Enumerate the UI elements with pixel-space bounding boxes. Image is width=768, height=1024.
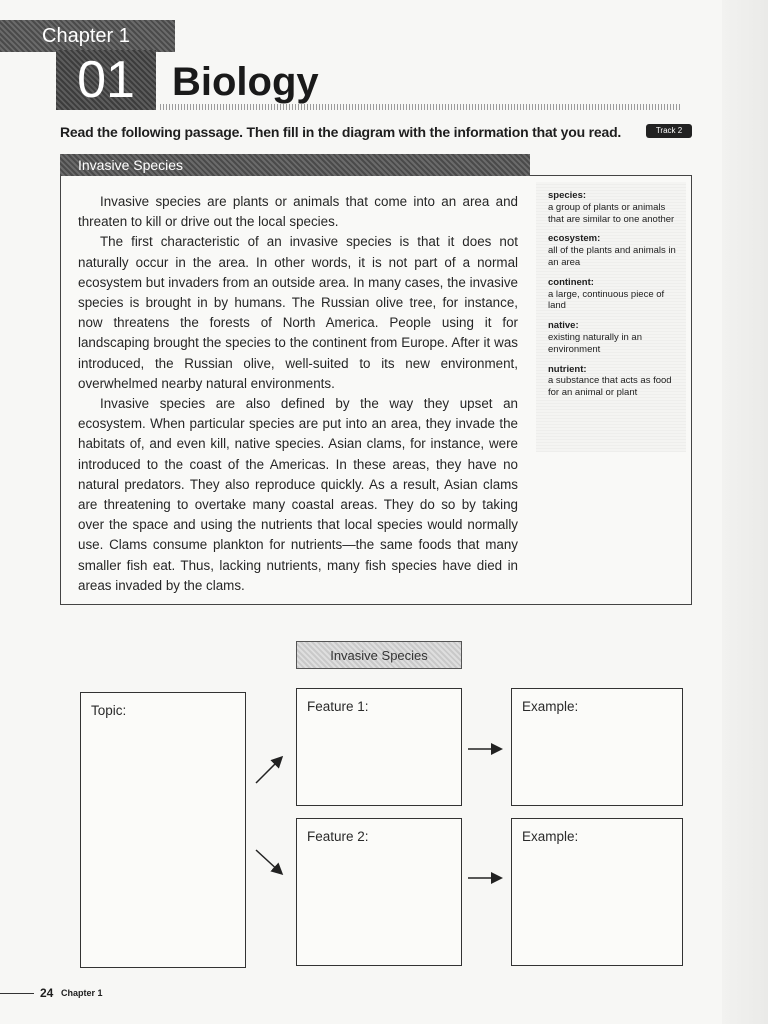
- footer-rule: [0, 993, 34, 994]
- arrow-up-right: [256, 758, 281, 783]
- glossary-term: ecosystem:: [548, 233, 601, 245]
- glossary-definition: a substance that acts as food for an animal or plant: [548, 375, 672, 399]
- feature-1-label: Feature 1:: [307, 699, 369, 714]
- glossary-term: native:: [548, 320, 579, 332]
- passage-header: Invasive Species: [60, 154, 530, 176]
- passage-paragraph: Invasive species are plants or animals that come into an area and threaten to kill or drive out the local species.: [78, 194, 518, 230]
- glossary-term: nutrient:: [548, 363, 587, 375]
- chapter-number: 01: [56, 50, 156, 110]
- glossary-term: species:: [548, 190, 587, 201]
- passage-paragraph: Invasive species are also defined by the way they upset an ecosystem. When particular species are put into an area, they invade the habitats of, and even kill, native species. Asian clams, for instance, were introduced to the coast of the Americas. In these areas, they have no natural predators. They also reproduce quickly. As a result, Asian clams are threatening to overtake many coastal areas. They do so by taking over the space and using the nutrients that local species would normally use. Clams consume plankton for nutrients—the same foods that many smaller fish eat. Thus, lacking nutrients, many fish species have died in areas invaded by the clams.: [78, 396, 518, 593]
- chapter-label: Chapter 1: [0, 20, 175, 52]
- glossary-term: continent:: [548, 276, 594, 288]
- instruction-text: Read the following passage. Then fill in the diagram with the information that you read.: [60, 124, 622, 140]
- topic-label: Topic:: [91, 703, 127, 718]
- arrow-down-right: [256, 850, 281, 873]
- glossary-definition: a group of plants or animals that are similar to one another: [548, 201, 675, 225]
- diagram-title: Invasive Species: [296, 641, 462, 669]
- feature-2-label: Feature 2:: [307, 829, 369, 844]
- glossary-definition: a large, continuous piece of land: [548, 288, 665, 312]
- passage-paragraph: The first characteristic of an invasive species is that it does not naturally occur in the area. In other words, it is not part of a normal ecosystem but invaders from an outside area. In many cases, the invasive species is brought in by humans. The Russian olive tree, for instance, now threatens the forests of North America. People using it for landscaping brought the species to the continent from Europe. After it was introduced, the Russian olive, well-suited to its new environment, overwhelmed nearby natural environments.: [78, 234, 518, 391]
- footer-chapter-label: Chapter 1: [61, 988, 103, 998]
- glossary-definition: all of the plants and animals in an area: [548, 245, 676, 268]
- chapter-title: Biology: [172, 60, 319, 104]
- example-2-label: Example:: [522, 829, 579, 844]
- track-badge: Track 2: [646, 124, 692, 138]
- example-1-label: Example:: [522, 699, 579, 714]
- page-number: 24: [40, 986, 54, 1000]
- glossary-definition: existing naturally in an environment: [548, 331, 642, 355]
